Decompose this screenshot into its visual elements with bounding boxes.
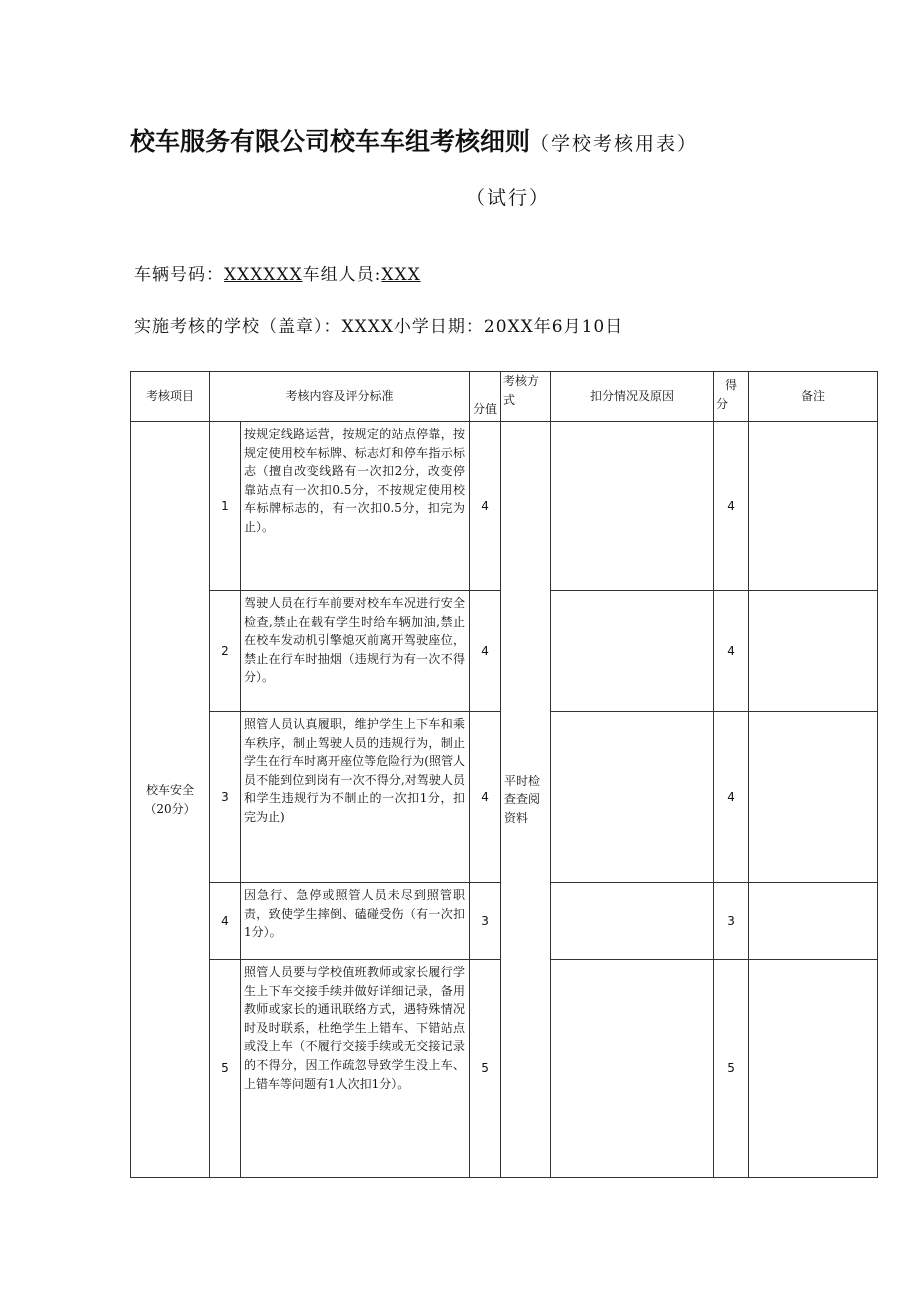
row-score: 5 xyxy=(714,960,749,1178)
school-date-line xyxy=(134,312,623,337)
date-label: 日期： xyxy=(429,317,484,337)
row-score: 4 xyxy=(714,422,749,591)
school-label: 实施考核的学校（盖章）： xyxy=(134,317,342,337)
vehicle-value: XXXXXX xyxy=(224,265,303,285)
row-value: 3 xyxy=(470,883,501,960)
row-deduction xyxy=(551,883,714,960)
category-cell: 校车安全（20分） xyxy=(131,422,210,1178)
row-remark xyxy=(749,422,878,591)
header-got xyxy=(714,372,749,422)
header-got-line1: 得 xyxy=(725,378,738,392)
trial-label: （试行） xyxy=(466,187,551,209)
header-remark: 备注 xyxy=(749,372,878,422)
row-remark xyxy=(749,960,878,1178)
header-score-value: 分值 xyxy=(470,372,501,422)
header-method-line1: 考核方 xyxy=(503,374,540,388)
row-remark xyxy=(749,591,878,712)
row-value: 4 xyxy=(470,712,501,883)
vehicle-crew-line xyxy=(134,260,421,285)
row-value: 5 xyxy=(470,960,501,1178)
row-number: 5 xyxy=(210,960,241,1178)
row-content: 照管人员认真履职，维护学生上下车和乘车秩序，制止驾驶人员的违规行为，制止学生在行车时离开座位等危险行为(照管人员不能到位到岗有一次不得分,对驾驶人员和学生违规行为不制止的一次扣1分，扣完为止) xyxy=(241,712,470,883)
row-deduction xyxy=(551,712,714,883)
row-remark xyxy=(749,883,878,960)
assessment-table xyxy=(130,371,878,1178)
header-deduction: 扣分情况及原因 xyxy=(551,372,714,422)
row-score: 4 xyxy=(714,591,749,712)
header-method xyxy=(501,372,551,422)
table-row xyxy=(131,422,878,591)
row-deduction xyxy=(551,960,714,1178)
date-value: 20XX年6月10日 xyxy=(483,317,624,337)
row-number: 1 xyxy=(210,422,241,591)
header-content: 考核内容及评分标准 xyxy=(210,372,470,422)
table-header-row xyxy=(131,372,878,422)
row-number: 2 xyxy=(210,591,241,712)
document-title xyxy=(130,122,890,158)
row-content: 因急行、急停或照管人员未尽到照管职责，致使学生摔倒、磕碰受伤（有一次扣1分）。 xyxy=(241,883,470,960)
row-deduction xyxy=(551,422,714,591)
row-content: 驾驶人员在行车前要对校车车况进行安全检查,禁止在载有学生时给车辆加油,禁止在校车发动机引擎熄灭前离开驾驶座位，禁止在行车时抽烟（违规行为有一次不得分）。 xyxy=(241,591,470,712)
row-score: 4 xyxy=(714,712,749,883)
crew-label: 车组人员: xyxy=(302,265,382,285)
title-sub: （学校考核用表） xyxy=(530,133,699,155)
row-remark xyxy=(749,712,878,883)
method-cell xyxy=(501,422,551,1178)
row-value: 4 xyxy=(470,591,501,712)
header-method-line2: 式 xyxy=(503,392,516,407)
row-content: 按规定线路运营，按规定的站点停靠，按规定使用校车标牌、标志灯和停车指示标志（擅自改变线路有一次扣2分，改变停靠站点有一次扣0.5分，不按规定使用校车标牌标志的，有一次扣0.5分，扣完为止）。 xyxy=(241,422,470,591)
row-value: 4 xyxy=(470,422,501,591)
header-item: 考核项目 xyxy=(131,372,210,422)
school-value: XXXX小学 xyxy=(341,317,430,337)
vehicle-label: 车辆号码： xyxy=(134,265,224,285)
header-got-line2: 分 xyxy=(716,396,729,411)
row-number: 4 xyxy=(210,883,241,960)
row-number: 3 xyxy=(210,712,241,883)
method-text: 平时检查查阅资料 xyxy=(504,773,541,825)
crew-value: XXX xyxy=(381,265,421,285)
row-score: 3 xyxy=(714,883,749,960)
title-main: 校车服务有限公司校车车组考核细则 xyxy=(130,127,531,156)
row-deduction xyxy=(551,591,714,712)
row-content: 照管人员要与学校值班教师或家长履行学生上下车交接手续并做好详细记录，备用教师或家长的通讯联络方式，遇特殊情况时及时联系，杜绝学生上错车、下错站点或没上车（不履行交接手续或无交接记录的不得分，因工作疏忽导致学生没上车、上错车等问题有1人次扣1分）。 xyxy=(241,960,470,1178)
